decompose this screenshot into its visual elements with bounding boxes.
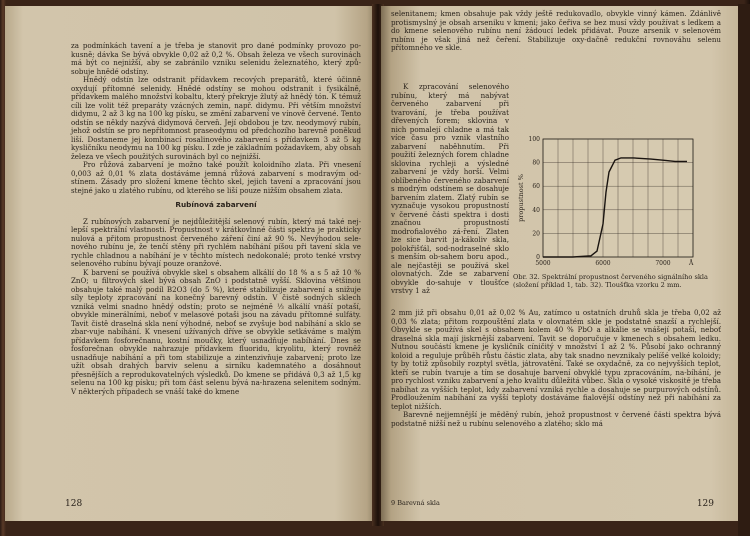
- section-heading: Rubínová zabarvení: [175, 200, 257, 209]
- left-page: [5, 6, 377, 521]
- y-tick-label: 60: [532, 183, 540, 191]
- paragraph: za podmínkách tavení a je třeba je stanovit pro dané podmínky provozo po-kusně; dávka Se bývá obvykle 0,02 až 0,2 %. Obsah železa ve všech surovinách má být co nejnižší, aby se zabránilo vzniku selenidu železnatého, který způ-sobuje hnědé odstíny.: [71, 41, 361, 76]
- y-tick-label: 80: [532, 159, 540, 167]
- left-column: [71, 42, 361, 396]
- right-top-text: [391, 10, 721, 53]
- y-tick-label: 40: [532, 206, 540, 214]
- x-axis-unit: Å: [689, 260, 694, 267]
- paragraph: Barevně nejjemnější je měděný rubín, jehož propustnost v červené části spektra bývá podstatně nižší než u rubínu selenového a zlatého; sklo má: [391, 410, 721, 428]
- chart-svg: [513, 133, 729, 273]
- figure-caption: Obr. 32. Spektrální propustnost červeného signálního skla (složení příklad 1, tab. 32). Tloušťka vzorku 2 mm.: [513, 273, 708, 289]
- paragraph: selenitanem; kmen obsahuje pak vždy ještě redukovadlo, obvykle vinný kámen. Zdánlivě protismyslný je obsah arseniku v kmeni; jako čeřiva se bez musí vždy používat s ledkem a do kmene selenového rubínu není žádoucí ledek přidávat. Pouze arsenik v selenovém rubínu je však jiná než čeření. Stabilizuje oxy-dačně redukční rovnováhu selenu přítomného ve skle.: [391, 9, 721, 52]
- right-narrow-text: [391, 83, 509, 296]
- x-tick-label: 5000: [535, 260, 551, 267]
- paragraph: K barvení se používá obvykle skel s obsahem alkálií do 18 % a s 5 až 10 % ZnO; u filtrových skel bývá obsah ZnO i podstatně vyšší. Sklovina většinou obsahuje také malý podíl B2O3 (do 5 %), které stabilizuje zabarvení a snižuje síly teploty zpracování na konečný barevný odstín. V čistě sodných sklech vzniká velmi snadno hnědý odstín; proto se nejméně ⅓ alkálií vnáší potaší, obvykle minerálními, neboť v melasové potaši jsou na závadu přítomné sulfáty. Tavit čistě draselná skla není výhodné, neboť se zvyšuje bod nabíhání a sklo se zbar-vuje nabíhání. K vnesení užívaných dříve se obvykle setkáváme s malým přídavkem fosforečnanu, kostní moučky, který usnadňuje nabíhání. Dnes se fosforečnan obvykle nahrazuje přídavkem fluoridu, kryolitu, který rovněž usnadňuje nabíhání a při tom stabilizuje a zintenzivňuje zabarvení; proto lze užít obsah drahých barviv selenu a sirníku kademnatého a dosáhnout přesnějších a reprodukovatelných výsledků. Do kmene se přidává 0,3 až 1,5 kg selenu na 100 kg písku; při tom část selenu bývá na-hrazena selenitem sodným. V některých případech se vnáší také do kmene: [71, 267, 361, 396]
- x-tick-label: 6000: [595, 260, 611, 267]
- y-axis-label: propustnost %: [517, 174, 525, 222]
- x-tick-label: 7000: [655, 260, 671, 267]
- y-tick-label: 0: [536, 254, 540, 261]
- paragraph: Z rubínových zabarvení je nejdůležitější selenový rubín, který má také nej-lepší spektrální vlastnosti. Propustnost v krátkovlnné části spektra je prakticky nulová a přitom propustnost červeného záření činí až 90 %. Nevýhodou sele-nového rubínu je, že tenčí stěny při rychlém nabíhání píšou při tavení skla ve rychle chladnou a nabíhání je v těchto místech nedokonalé; proto tenké vrstvy selenového rubínu bývají pouze oranžové.: [71, 216, 361, 268]
- right-page: [381, 6, 738, 521]
- page-number: 129: [696, 499, 714, 509]
- page-edges: [738, 4, 750, 536]
- paragraph: Pro růžová zabarvení je možno také použít koloidního zlata. Při vnesení 0,003 až 0,01 % zlata dostáváme jemná růžová zabarvení s modravým od-stínem. Zásady pro složení kmene těchto skel, jejich tavení a zpracování jsou stejné jako u zlatého rubínu, od kterého se liší pouze nižším obsahem zlata.: [71, 160, 361, 195]
- signature-mark: 9 Barevná skla: [391, 499, 440, 507]
- y-tick-label: 100: [528, 136, 540, 143]
- right-wide-text: [391, 309, 721, 428]
- paragraph: K zpracování selenového rubínu, který má nabývat červeného zabarvení při tvarování, je třeba používat dřevených forem; sklovina v nich pomalejí chladne a má tak více času pro vznik vlastního zabarvení naběhnutím. Při použití železných forem chladne sklovina rychleji a výsledné zabarvení je vždy horší. Velmi oblíbeného červeného zabarvení s modrým odstínem se dosahuje barvením zlatem. Zlatý rubín se vyznačuje vysokou propustností v červené části spektra i dosti značnou propustností modrofialového zá-ření. Zlaten lze sice barvit ja-kákoliv skla, polokřišťál, sod-nodraselné sklo s menším ob-sahem boru apod., ale nejčastěji se používá skel olovnatých. Zde se zabarvení obvykle do-sahuje v tloušťce vrstvy 1 až: [391, 82, 509, 295]
- paragraph: 2 mm již při obsahu 0,01 až 0,02 % Au, zatímco u ostatních druhů skla je třeba 0,02 až 0,03 % zlata; přitom rozpouštění zlata v olovnatém skle je podstatně snazší a rychlejší. Obvykle se používá skel s obsahem kolem 40 % PbO a alkálie se vnášejí potaší, neboť draselná skla mají jiskrnější zabarvení. Tavit se doporučuje v kmenech s obsahem ledku. Nutnou součástí kmene je kysličník cíničitý v množství 1 až 2 %. Působí jako ochranný koloid a reguluje průběh růstu částic zlata, aby tak snadno nevznikaly pelíšé velké koloidy; ty by totiž způsobily rozptyl světla, játrovatění. Také se oxydačně, za co nejvyšších teplot, kteří se rubín tvaruje a tím se dosahuje barvení obvyklé typu zpracováním, na-bíhání, je pro rychlost vzniku zabarvení a jeho kvalitu důležitá vůbec. Skla o vysoké viskositě je třeba nabíhat za vyšších teplot, kdy zabarvení vzniká rychle a dosahuje se purpurových odstínů. Prodloužením nabíhání za vyšší teploty dostáváme fialovější odstíny než při nabíhání za teplot nižších.: [391, 308, 721, 411]
- y-tick-label: 20: [532, 230, 540, 238]
- page-number: 128: [65, 499, 83, 509]
- paragraph: Hnědý odstín lze odstranit přídavkem recových preparátů, které účinně oxydují přítomné selenidy. Hnědé odstíny se mohou odstranit i fysikálně, přídavkem malého množství kobaltu, který překryje žlutý až hnědý tón. K témuž cíli lze volit též preparáty vzácných zemin, např. didymu. Při větším množství didymu, 2 až 3 kg na 100 kg písku, se změní zabarvení ve vínově červené. Tento odstín se někdy nazývá didymová červeň. Její obdobou je tzv. neodymový rubín, jehož odstín se pro nepřítomnost praseodymu od předchozího barevně poněkud liší. Dostaneme jej kombinací rosalinového zabarvení s přídavkem 3 až 5 kg kysličníku neodymu na 100 kg písku. I zde je základním požadavkem, aby obsah železa ve všech použitých surovinách byl co nejnižší.: [71, 75, 361, 161]
